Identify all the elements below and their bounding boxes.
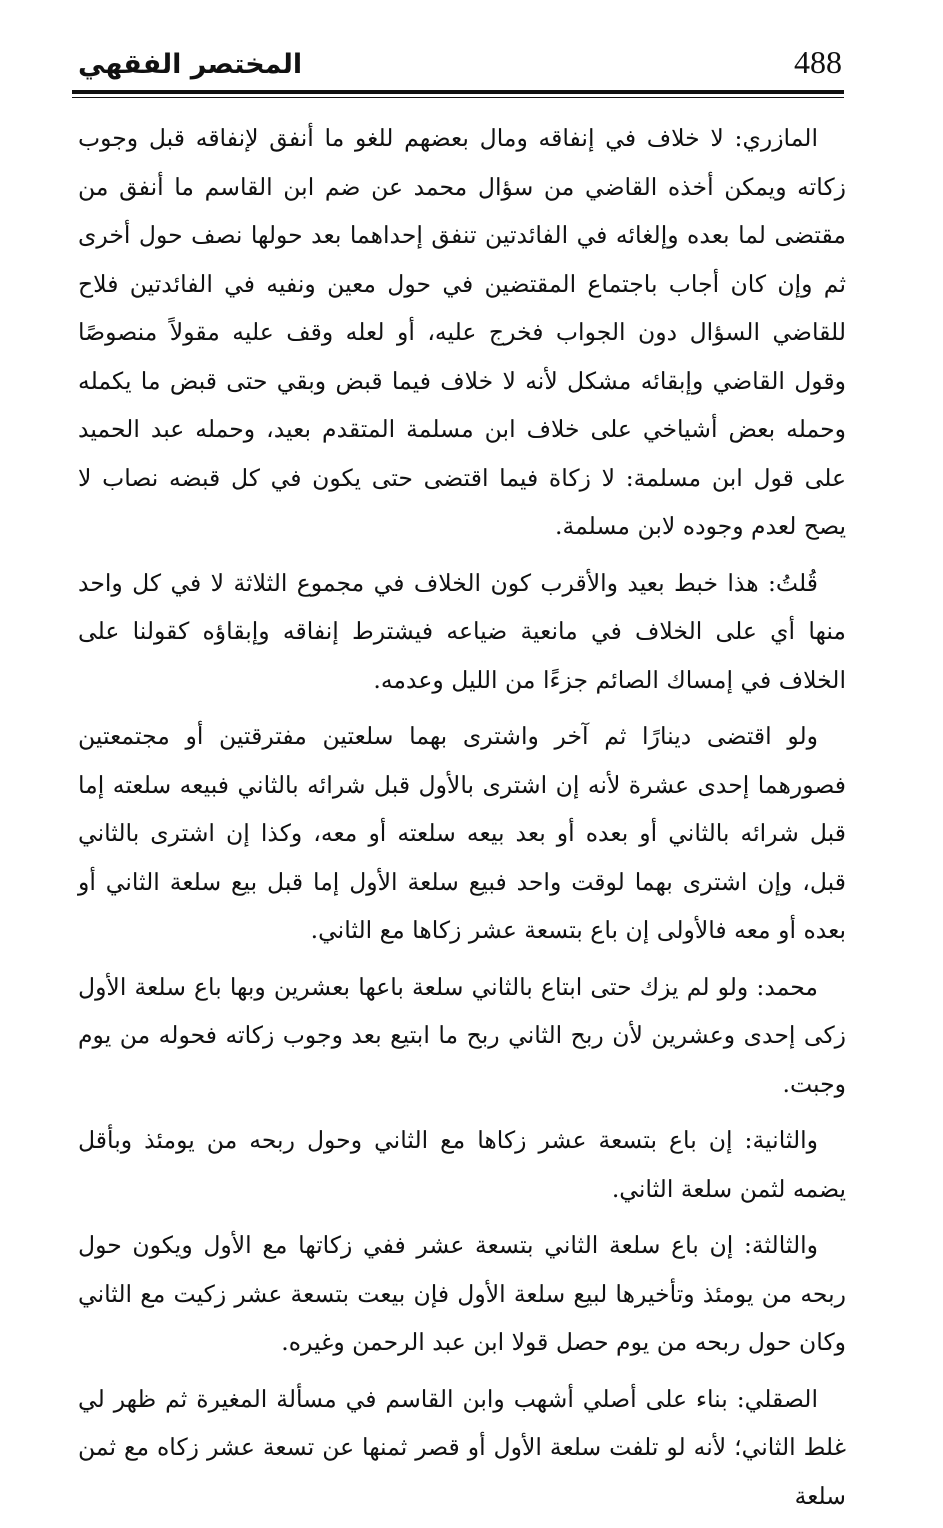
header-rule-thin <box>72 97 844 98</box>
paragraph-two-goods: ولو اقتضى دينارًا ثم آخر واشترى بهما سلعتين مفترقتين أو مجتمعتين فصورهما إحدى عشرة لأنه إن اشترى بالأول قبل شرائه بالثاني فبيعه سلعته إما قبل شرائه بالثاني أو بعده أو بعد بيعه سلعته أو معه، وكذا إن اشترى بالثاني قبل، وإن اشترى بهما لوقت واحد فبيع سلعة الأول إما قبل بيع سلعة الثاني أو بعده أو معه فالأولى إن باع بتسعة عشر زكاها مع الثاني. <box>78 722 846 944</box>
book-title: المختصر الفقهي <box>78 49 303 80</box>
paragraph-mazari: المازري: لا خلاف في إنفاقه ومال بعضهم للغو ما أنفق لإنفاقه قبل وجوب زكاته ويمكن أخذه القاضي من سؤال محمد عن ضم ابن القاسم ما أنفق من مقتضى لما بعده وإلغائه في الفائدتين تنفق إحداهما بعد حولها نصف حول أخرى ثم وإن كان أجاب باجتماع المقتضين في حول معين ونفيه في الفائدتين فلاح للقاضي السؤال دون الجواب فخرج عليه، أو لعله وقف عليه مقولاً منصوصًا وقول القاضي وإبقائه مشكل لأنه لا خلاف فيما قبض وبقي حتى قبض ما يكمله وحمله بعض أشياخي على خلاف ابن مسلمة المتقدم بعيد، وحمله عبد الحميد على قول ابن مسلمة: لا زكاة فيما اقتضى حتى يكون في كل قبضه نصاب لا يصح لعدم وجوده لابن مسلمة. <box>78 124 846 540</box>
page-body <box>78 114 846 1528</box>
paragraph-third-case: والثالثة: إن باع سلعة الثاني بتسعة عشر ففي زكاتها مع الأول ويكون حول ربحه من يومئذ وتأخيرها لبيع سلعة الأول فإن بيعت بتسعة عشر زكيت مع الثاني وكان حول ربحه من يوم حصل قولا ابن عبد الرحمن وغيره. <box>78 1231 846 1356</box>
page-header <box>70 42 860 90</box>
paragraph-second-case: والثانية: إن باع بتسعة عشر زكاها مع الثاني وحول ربحه من يومئذ وبأقل يضمه لثمن سلعة الثاني. <box>78 1126 846 1203</box>
paragraph-qultu: قُلتُ: هذا خبط بعيد والأقرب كون الخلاف في مجموع الثلاثة لا في كل واحد منها أي على الخلاف في مانعية ضياعه فيشترط إنفاقه وإبقاؤه كقولنا على الخلاف في إمساك الصائم جزءًا من الليل وعدمه. <box>78 568 846 694</box>
paragraph-muhammad: محمد: ولو لم يزك حتى ابتاع بالثاني سلعة باعها بعشرين وبها باع سلعة الأول زكى إحدى وعشرين لأن ربح الثاني ربح ما ابتيع بعد وجوب زكاته فحوله من يوم وجبت. <box>78 972 846 1098</box>
paragraph-siqilli: الصقلي: بناء على أصلي أشهب وابن القاسم في مسألة المغيرة ثم ظهر لي غلط الثاني؛ لأنه لو تلفت سلعة الأول أو قصر ثمنها عن تسعة عشر زكاه مع ثمن سلعة <box>78 1384 846 1510</box>
header-rule-thick <box>72 90 844 94</box>
page-number: 488 <box>794 44 842 80</box>
